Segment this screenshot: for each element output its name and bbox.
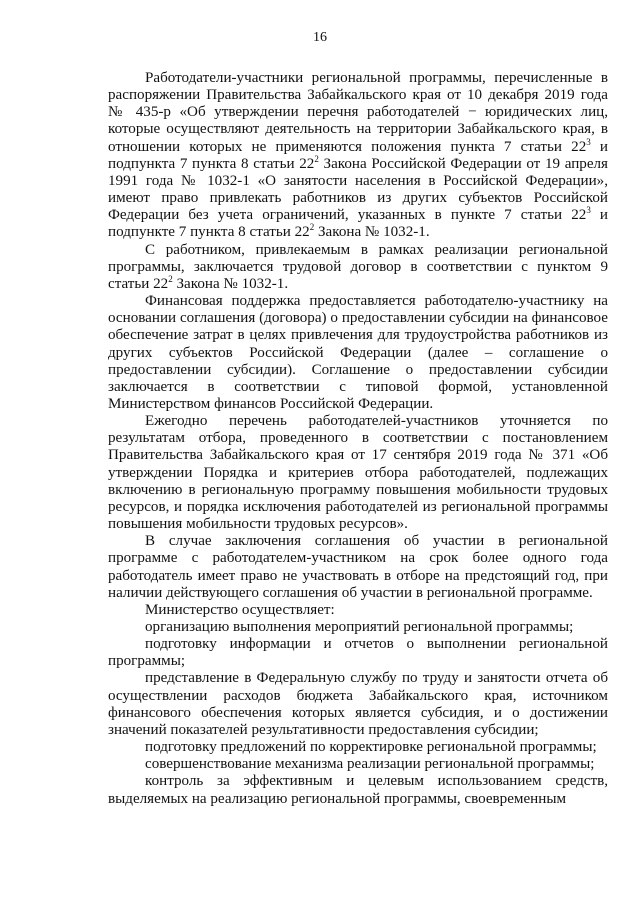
paragraph xyxy=(108,756,608,773)
superscript-index: 3 xyxy=(586,205,591,216)
text-run: Закона № 1032-1. xyxy=(314,224,430,241)
page-number: 16 xyxy=(313,30,327,45)
text-run: Ежегодно перечень работодателей-участников уточняется по результатам отбора, проведенного в соответствии с постановлением Правительства Забайкальского края от 17 сентября 2019 года № 371 «Об утверждении Порядка и критериев отбора работодателей, подлежащих включению в региональную программу повышения мобильности трудовых ресурсов, и порядка исключения работодателей из региональной программы повышения мобильности трудовых ресурсов». xyxy=(108,413,608,533)
paragraph xyxy=(108,636,608,670)
superscript-index: 2 xyxy=(314,153,319,164)
paragraph xyxy=(108,413,608,533)
superscript-index: 3 xyxy=(586,136,591,147)
text-run: и подпункте 7 пункта 8 статьи 22 xyxy=(108,207,608,241)
text-run: представление в Федеральную службу по труду и занятости отчета об осуществлении расходов бюджета Забайкальского края, источником финансового обеспечения которых является субсидия, и о достижении значений показателей результативности предоставления субсидии; xyxy=(108,670,608,738)
paragraph xyxy=(108,70,608,242)
paragraph xyxy=(108,293,608,413)
text-run: контроль за эффективным и целевым использованием средств, выделяемых на реализацию региональной программы, своевременным xyxy=(108,773,608,807)
text-run: Закона Российской Федерации от 19 апреля 1991 года № 1032-1 «О занятости населения в Российской Федерации», имеют право привлекать работников из других субъектов Российской Федерации без учета ограничений, указанных в пункте 7 статьи 22 xyxy=(108,155,608,224)
paragraph xyxy=(108,619,608,636)
paragraph xyxy=(108,602,608,619)
superscript-index: 2 xyxy=(309,222,315,233)
text-run: Финансовая поддержка предоставляется работодателю-участнику на основании соглашения (договора) о предоставлении субсидии на финансовое обеспечение затрат в целях привлечения для трудоустройства работников из других субъектов Российской Федерации (далее – соглашение о предоставлении субсидии). Соглашение о предоставлении субсидии заключается в соответствии с типовой формой, установленной Министерством финансов Российской Федерации. xyxy=(108,293,608,412)
text-run: В случае заключения соглашения об участии в региональной программе с работодателем-участником на срок более одного года работодатель имеет право не участвовать в отборе на предстоящий год, при наличии действующего соглашения об участии в региональной программе. xyxy=(108,533,608,601)
text-run: Закона № 1032-1. xyxy=(172,275,289,292)
paragraph xyxy=(108,533,608,602)
paragraph xyxy=(108,670,608,739)
paragraph xyxy=(108,242,608,293)
document-body xyxy=(108,70,608,808)
text-run: и подпункта 7 пункта 8 статьи 22 xyxy=(108,138,608,172)
text-run: подготовку предложений по корректировке региональной программы; xyxy=(145,739,597,756)
text-run: Министерство осуществляет: xyxy=(145,601,335,618)
text-run: Работодатели-участники региональной программы, перечисленные в распоряжении Правительства Забайкальского края от 10 декабря 2019 года № 435-р «Об утверждении перечня работодателей − юридических лиц, которые осуществляют деятельность на территории Забайкальского края, в отношении которых не применяются положения пункта 7 статьи 22 xyxy=(108,70,608,155)
text-run: С работником, привлекаемым в рамках реализации региональной программы, заключается трудовой договор в соответствии с пунктом 9 статьи 22 xyxy=(108,241,608,292)
superscript-index: 2 xyxy=(168,273,173,284)
text-run: подготовку информации и отчетов о выполнении региональной программы; xyxy=(108,636,608,670)
text-run: организацию выполнения мероприятий региональной программы; xyxy=(145,619,574,635)
text-run: совершенствование механизма реализации региональной программы; xyxy=(145,756,595,773)
paragraph xyxy=(108,773,608,807)
paragraph xyxy=(108,739,608,756)
